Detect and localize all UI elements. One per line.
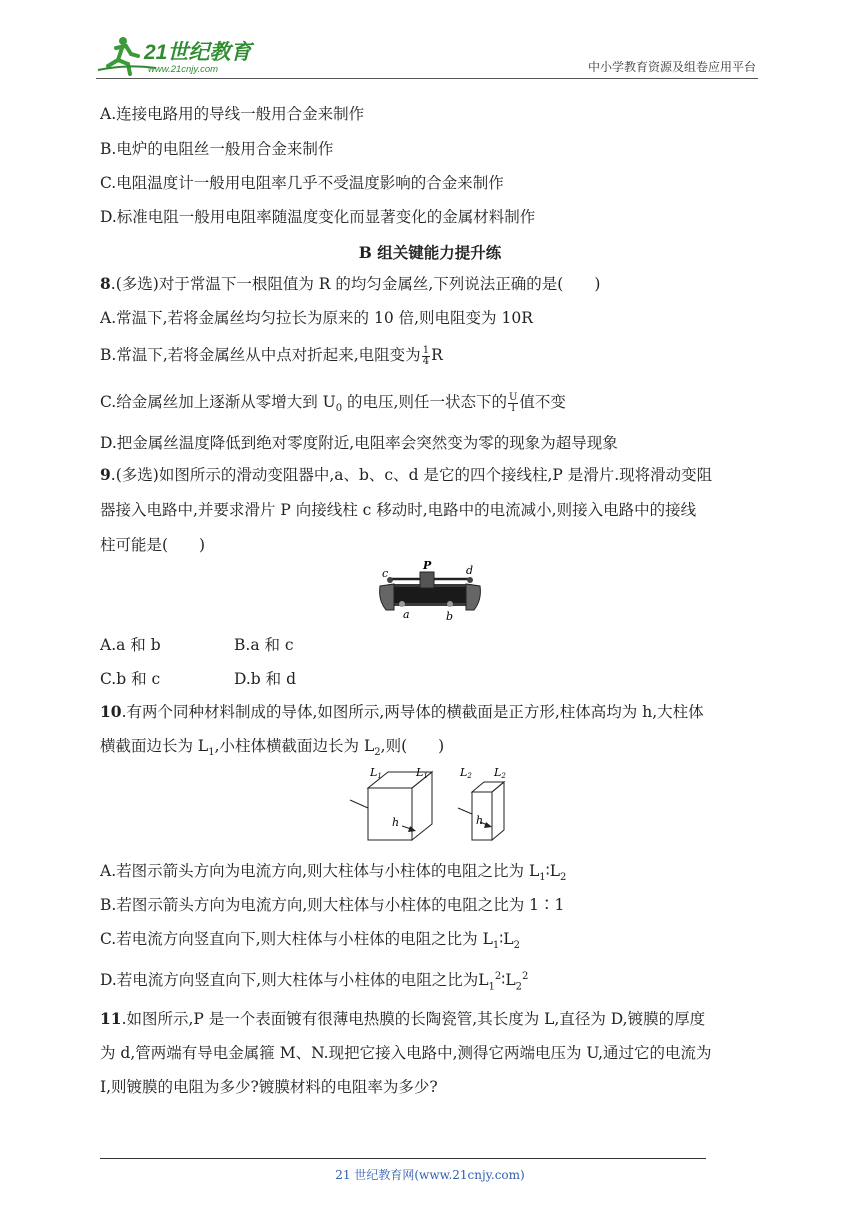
- q10-a-sub1: 1: [539, 872, 546, 884]
- fraction-u-over-i: [508, 393, 518, 414]
- platform-name: 中小学教育资源及组卷应用平台: [587, 60, 756, 74]
- label-l2-right: L2: [494, 766, 506, 780]
- q10-option-d: [100, 967, 528, 997]
- label-d: d: [466, 564, 474, 577]
- q10-stem-line2: [100, 736, 444, 763]
- label-l1-left: L1: [370, 766, 382, 780]
- q10-option-c: [100, 929, 520, 956]
- q8-c-mid: 的电压,则任一状态下的: [342, 393, 507, 411]
- q9-option-b: B.a 和 c: [234, 636, 294, 654]
- fraction-one-quarter: [422, 346, 430, 367]
- q10-d-sub1: 1: [488, 981, 495, 993]
- section-title: B 组关键能力提升练: [358, 243, 502, 262]
- q10-line2-a: 横截面边长为 L: [100, 737, 209, 755]
- q10-number: 10: [100, 702, 122, 721]
- q7-option-d: D.标准电阻一般用电阻率随温度变化而显著变化的金属材料制作: [100, 208, 536, 226]
- q9-stem-line1: [100, 465, 712, 485]
- footer-divider: [100, 1158, 706, 1159]
- q8-b-text: B.常温下,若将金属丝从中点对折起来,电阻变为: [100, 346, 421, 364]
- label-l1-right: L1: [416, 766, 428, 780]
- footer-text: 21 世纪教育网(www.21cnjy.com): [335, 1168, 525, 1182]
- q10-line2-b: ,小柱体横截面边长为 L: [214, 737, 375, 755]
- label-a: a: [403, 608, 410, 621]
- q10-sub1: 1: [208, 747, 215, 759]
- label-l2-left: L2: [460, 766, 472, 780]
- q10-option-b: B.若图示箭头方向为电流方向,则大柱体与小柱体的电阻之比为 1∶1: [100, 896, 565, 914]
- q10-d-l1: L: [478, 971, 489, 990]
- q11-line1-text: .如图所示,P 是一个表面镀有很薄电热膜的长陶瓷管,其长度为 L,直径为 D,镀膜的厚度: [121, 1010, 706, 1028]
- q9-stem-line2: 器接入电路中,并要求滑片 P 向接线柱 c 移动时,电路中的电流减小,则接入电路中的接线: [100, 501, 697, 519]
- q7-option-c: C.电阻温度计一般用电阻率几乎不受温度影响的合金来制作: [100, 174, 504, 192]
- q11-stem-line2: 为 d,管两端有导电金属箍 M、N.现把它接入电路中,测得它两端电压为 U,通过它的电流为: [100, 1044, 712, 1062]
- label-h-small: h: [476, 814, 484, 827]
- q8-option-d: D.把金属丝温度降低到绝对零度附近,电阻率会突然变为零的现象为超导现象: [100, 434, 618, 452]
- q8-c-sub: 0: [335, 403, 343, 415]
- rheostat-figure: [376, 560, 484, 624]
- q8-option-b: [100, 345, 443, 367]
- q10-a-text: A.若图示箭头方向为电流方向,则大柱体与小柱体的电阻之比为 L: [100, 862, 540, 880]
- q10-c-text: C.若电流方向竖直向下,则大柱体与小柱体的电阻之比为 L: [100, 930, 493, 948]
- q10-c-sub1: 1: [492, 940, 500, 952]
- q8-c-post: 值不变: [519, 393, 566, 411]
- q8-stem-text: .(多选)对于常温下一根阻值为 R 的均匀金属丝,下列说法正确的是( ): [110, 275, 601, 293]
- q10-c-sub2: 2: [513, 940, 520, 952]
- q10-option-a: [100, 861, 566, 888]
- q9-number: 9: [100, 465, 111, 484]
- frac-numerator: 1: [422, 344, 430, 356]
- arrow-icon: [484, 822, 492, 828]
- q11-stem-line1: [100, 1009, 705, 1029]
- q9-option-d: D.b 和 d: [234, 670, 297, 688]
- q9-option-a: A.a 和 b: [100, 636, 161, 654]
- q11-stem-line3: I,则镀膜的电阻为多少?镀膜材料的电阻率为多少?: [100, 1078, 438, 1096]
- q10-a-mid: ∶L: [545, 862, 560, 880]
- q10-stem-line1: [100, 702, 704, 722]
- q7-option-b: B.电炉的电阻丝一般用合金来制作: [100, 140, 334, 158]
- q9-option-c: C.b 和 c: [100, 670, 161, 688]
- conductors-figure: [346, 764, 512, 848]
- q10-d-pow2: 2: [522, 971, 529, 982]
- q10-d-mid: ∶: [501, 971, 506, 990]
- label-p: P: [423, 560, 432, 572]
- q10-c-mid: ∶L: [499, 930, 514, 948]
- site-logo: [96, 34, 266, 76]
- q7-option-a: A.连接电路用的导线一般用合金来制作: [100, 105, 365, 123]
- q10-line1-text: .有两个同种材料制成的导体,如图所示,两导体的横截面是正方形,柱体高均为 h,大柱体: [121, 703, 704, 721]
- logo-text: 21世纪教育: [144, 41, 252, 64]
- frac-denominator: 4: [422, 355, 430, 367]
- q8-option-c: [100, 392, 566, 419]
- label-h-big: h: [392, 816, 400, 829]
- q11-number: 11: [100, 1009, 122, 1028]
- q9-line1-text: .(多选)如图所示的滑动变阻器中,a、b、c、d 是它的四个接线柱,P 是滑片.现将滑动变阻: [110, 466, 713, 484]
- logo-url: www.21cnjy.com: [148, 64, 219, 75]
- q10-sub2: 2: [374, 747, 381, 759]
- label-b: b: [446, 610, 454, 623]
- q8-c-text: C.给金属丝加上逐渐从零增大到 U: [100, 393, 336, 411]
- q10-d-l2: L: [505, 971, 516, 990]
- q8-stem: [100, 274, 600, 294]
- frac-numerator: U: [508, 391, 518, 403]
- q10-d-pow1: 2: [494, 971, 502, 982]
- q8-option-a: A.常温下,若将金属丝均匀拉长为原来的 10 倍,则电阻变为 10R: [100, 309, 533, 327]
- q10-d-sub2: 2: [515, 981, 522, 993]
- q10-a-sub2: 2: [559, 872, 567, 884]
- q10-line2-c: ,则( ): [380, 737, 445, 755]
- q8-number: 8: [100, 274, 111, 293]
- q10-d-text: D.若电流方向竖直向下,则大柱体与小柱体的电阻之比为: [100, 971, 479, 990]
- page-header: [96, 34, 758, 79]
- q9-stem-line3: 柱可能是( ): [100, 536, 206, 554]
- frac-denominator: I: [511, 402, 516, 414]
- label-c: c: [382, 567, 389, 580]
- q8-b-post: R: [431, 346, 443, 364]
